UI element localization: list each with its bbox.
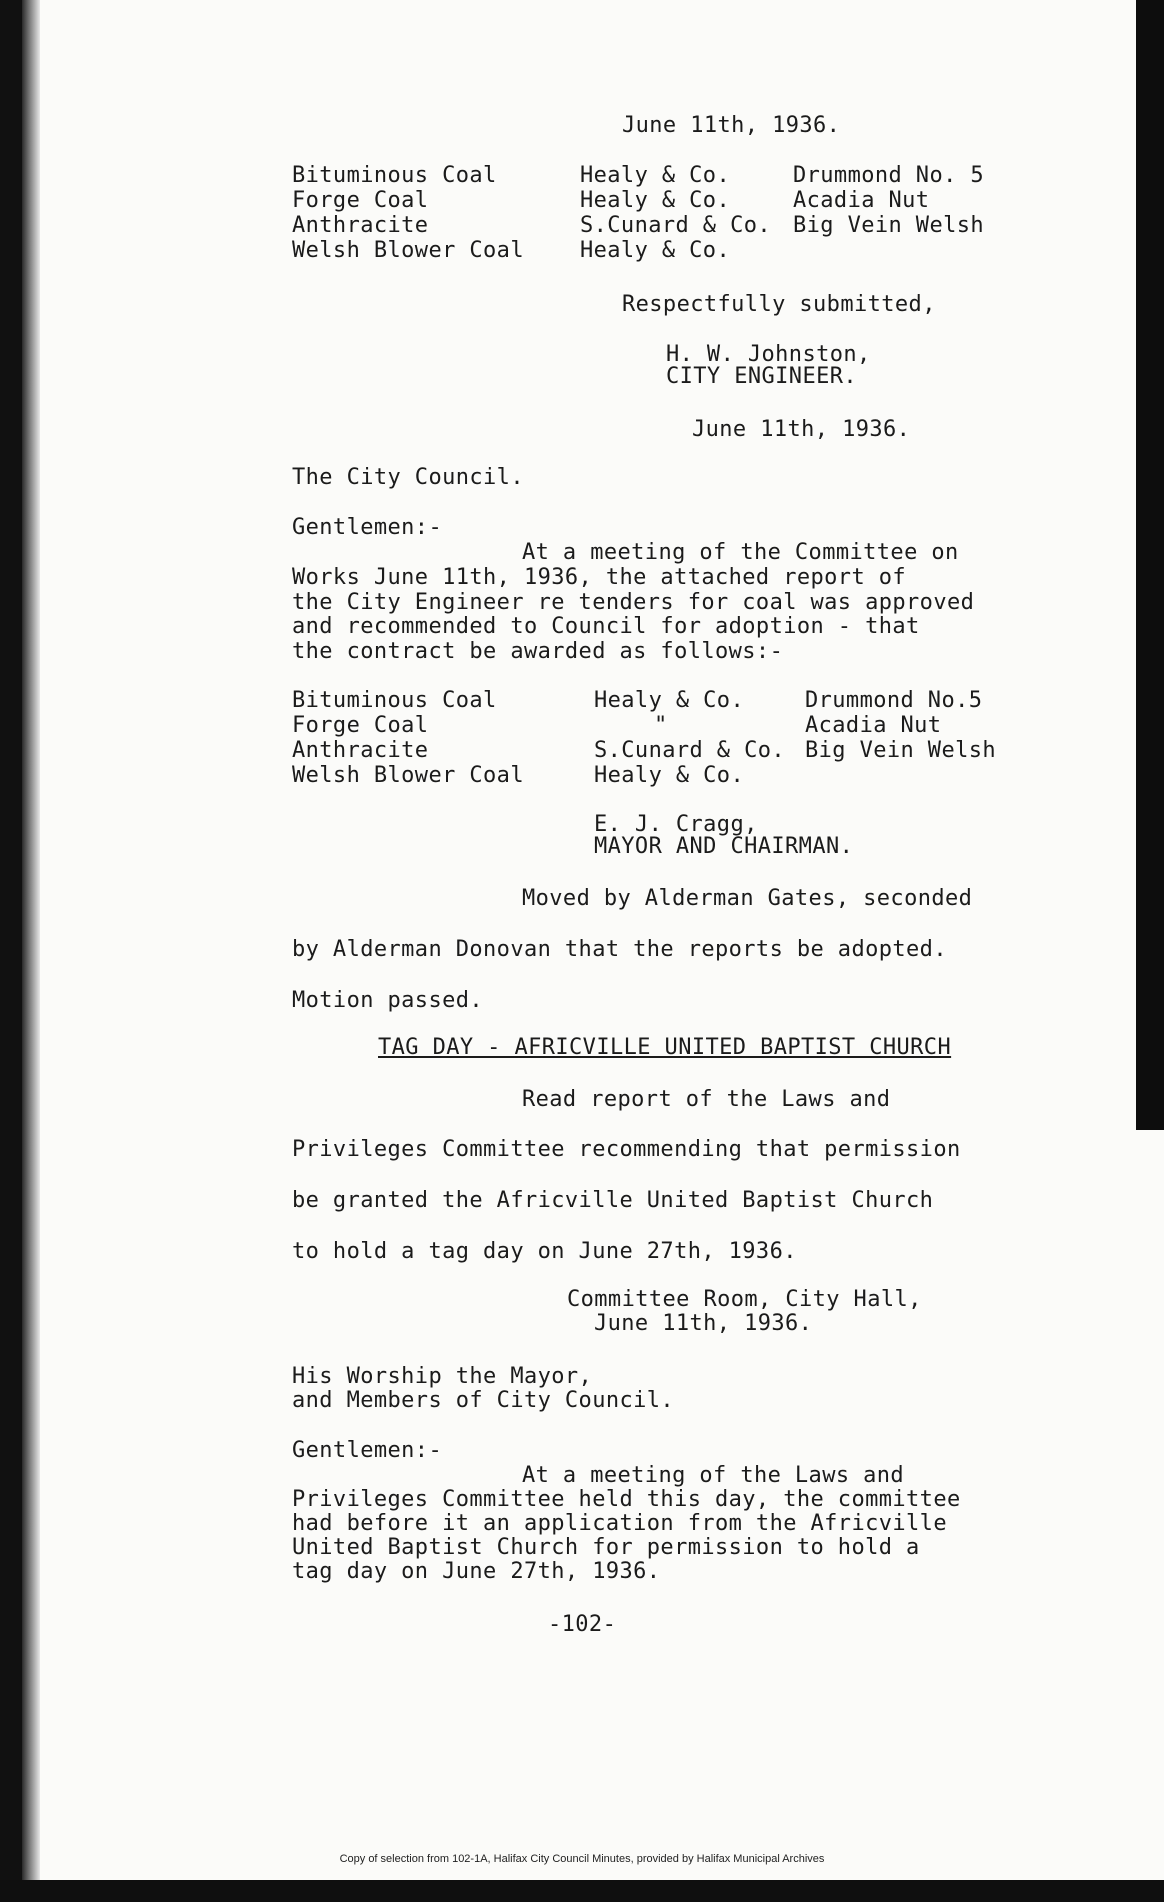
signer-title: CITY ENGINEER. (666, 364, 858, 389)
motion-line: Moved by Alderman Gates, seconded (522, 886, 973, 911)
tag-day-line: be granted the Africville United Baptist Church (292, 1188, 934, 1213)
coal-supplier: S.Cunard & Co. (594, 738, 786, 763)
motion-line: by Alderman Donovan that the reports be adopted. (292, 937, 947, 962)
coal-supplier: Healy & Co. (594, 763, 745, 788)
salutation: Gentlemen:- (292, 515, 443, 540)
body-line: the City Engineer re tenders for coal was approved (292, 590, 975, 615)
scan-edge-right (1136, 0, 1164, 1130)
signer-name: H. W. Johnston, (666, 342, 871, 367)
tag-day-line: Read report of the Laws and (522, 1087, 891, 1112)
section-heading: TAG DAY - AFRICVILLE UNITED BAPTIST CHURCH (378, 1035, 952, 1060)
coal-product: Big Vein Welsh (805, 738, 997, 763)
coal-product: Drummond No.5 (805, 688, 983, 713)
motion-line: Motion passed. (292, 988, 484, 1013)
addressee: and Members of City Council. (292, 1388, 675, 1413)
coal-product: Acadia Nut (793, 188, 930, 213)
coal-item: Bituminous Coal (292, 163, 497, 188)
place-line: Committee Room, City Hall, (567, 1287, 922, 1312)
tag-day-line: to hold a tag day on June 27th, 1936. (292, 1239, 797, 1264)
coal-supplier: Healy & Co. (594, 688, 745, 713)
archive-footer-note: Copy of selection from 102-1A, Halifax City Council Minutes, provided by Halifax Municipal Archives (339, 1853, 825, 1865)
body-line: At a meeting of the Committee on (522, 540, 959, 565)
coal-product: Big Vein Welsh (793, 213, 985, 238)
coal-item: Bituminous Coal (292, 688, 497, 713)
coal-product: Drummond No. 5 (793, 163, 985, 188)
coal-item: Anthracite (292, 213, 429, 238)
body-line: tag day on June 27th, 1936. (292, 1559, 661, 1584)
scan-edge-shadow (22, 0, 40, 1902)
coal-item: Anthracite (292, 738, 429, 763)
salutation: Gentlemen:- (292, 1438, 443, 1463)
page-number: -102- (548, 1612, 617, 1637)
body-line: Works June 11th, 1936, the attached report of (292, 565, 907, 590)
coal-item: Forge Coal (292, 713, 429, 738)
addressee: His Worship the Mayor, (292, 1364, 593, 1389)
addressee: The City Council. (292, 465, 524, 490)
signer-name: E. J. Cragg, (594, 812, 758, 837)
coal-product: Acadia Nut (805, 713, 942, 738)
coal-supplier: Healy & Co. (580, 163, 731, 188)
body-line: had before it an application from the Africville (292, 1511, 947, 1536)
body-line: and recommended to Council for adoption - that (292, 614, 920, 639)
coal-supplier: " (654, 713, 668, 738)
coal-item: Forge Coal (292, 188, 429, 213)
coal-item: Welsh Blower Coal (292, 238, 524, 263)
coal-supplier: Healy & Co. (580, 238, 731, 263)
report-date: June 11th, 1936. (622, 113, 841, 138)
body-line: Privileges Committee held this day, the committee (292, 1487, 961, 1512)
body-line: At a meeting of the Laws and (522, 1463, 905, 1488)
scan-edge-left (0, 0, 22, 1902)
committee-date: June 11th, 1936. (692, 417, 911, 442)
body-line: the contract be awarded as follows:- (292, 639, 784, 664)
coal-item: Welsh Blower Coal (292, 763, 524, 788)
scan-edge-bottom (0, 1880, 1164, 1902)
tag-day-line: Privileges Committee recommending that permission (292, 1137, 961, 1162)
signer-title: MAYOR AND CHAIRMAN. (594, 834, 854, 859)
closing-line: Respectfully submitted, (622, 292, 936, 317)
coal-supplier: Healy & Co. (580, 188, 731, 213)
tag-day-date: June 11th, 1936. (594, 1311, 813, 1336)
body-line: United Baptist Church for permission to hold a (292, 1535, 920, 1560)
coal-supplier: S.Cunard & Co. (580, 213, 772, 238)
